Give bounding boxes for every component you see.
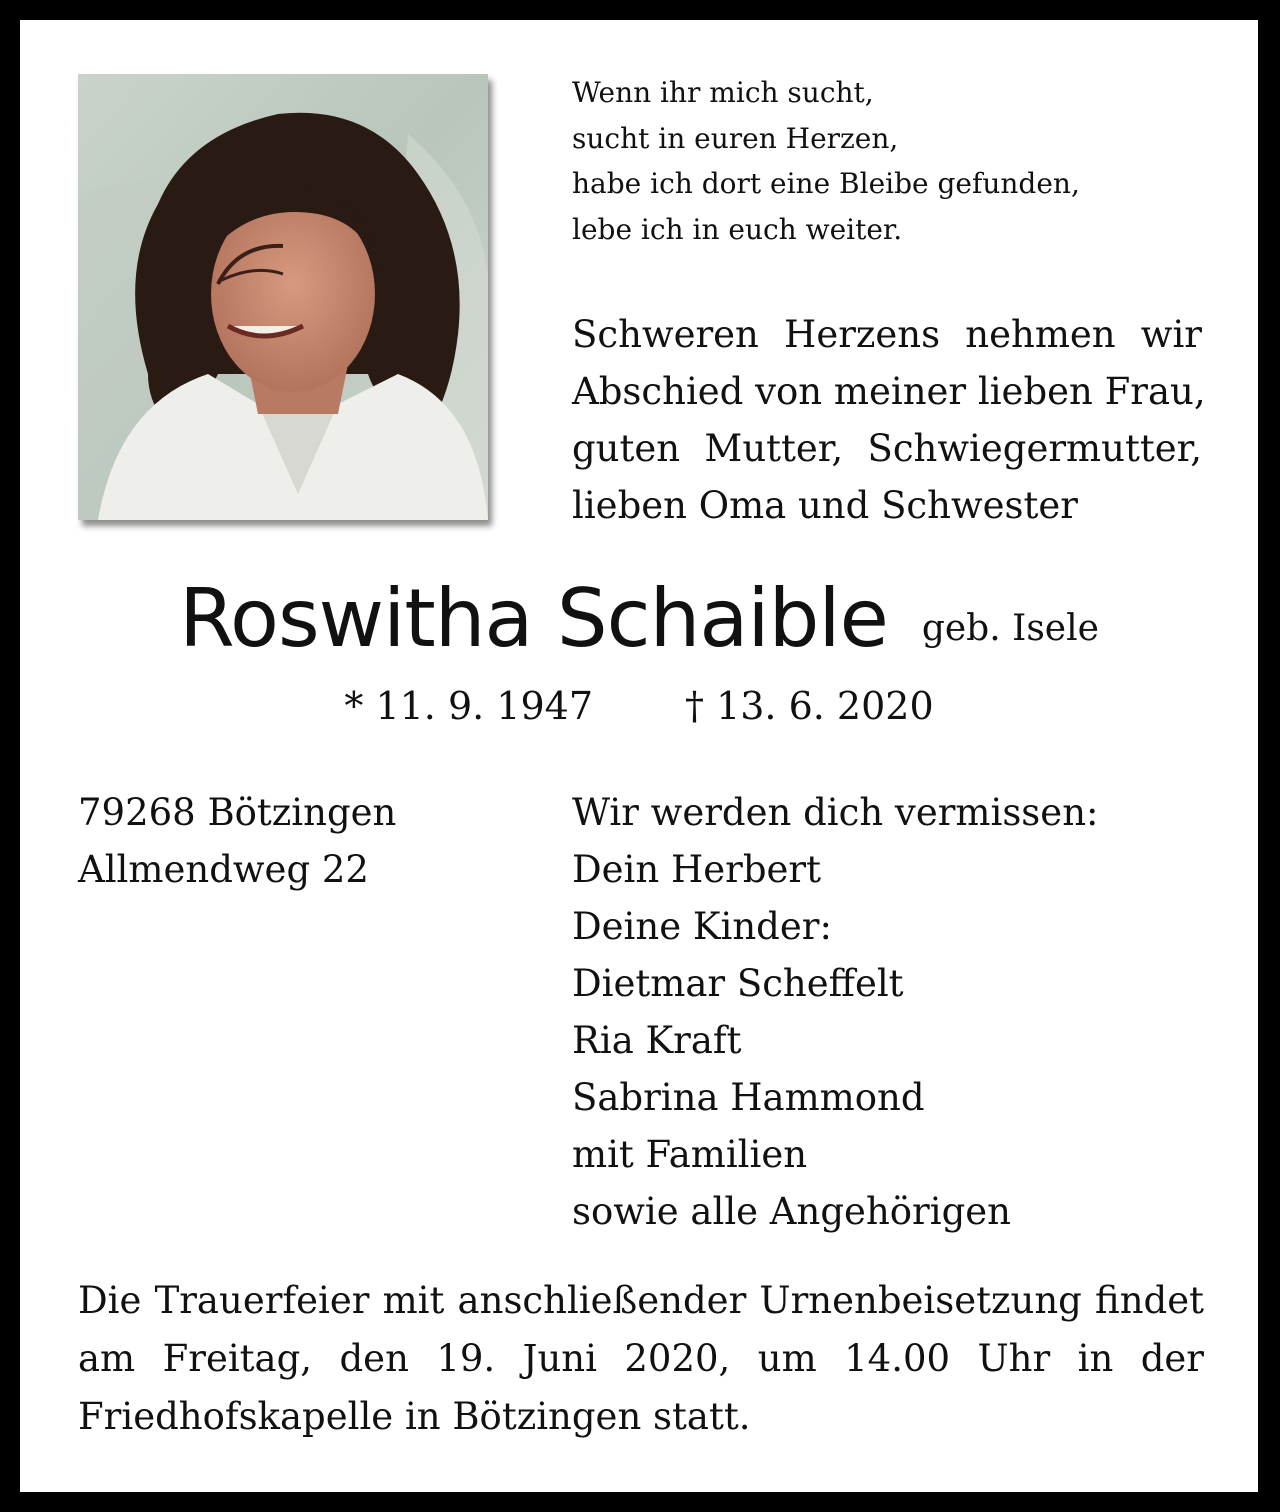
family-line: Ria Kraft: [572, 1019, 742, 1062]
service-line: Friedhofskapelle in Bötzingen statt.: [78, 1395, 751, 1438]
poem-line: Wenn ihr mich sucht,: [572, 76, 874, 109]
service-line: am Freitag, den 19. Juni 2020, um 14.00 Uhr in der: [78, 1337, 1204, 1380]
poem-line: sucht in euren Herzen,: [572, 121, 899, 155]
poem-line: lebe ich in euch weiter.: [572, 212, 903, 246]
intro-line: guten Mutter, Schwiegermutter,: [572, 427, 1202, 470]
family-line: Wir werden dich vermissen:: [572, 791, 1099, 834]
family-line: Dietmar Scheffelt: [572, 962, 904, 1005]
birth-date: * 11. 9. 1947: [344, 684, 593, 728]
funeral-service-info: [78, 1272, 1204, 1446]
family-line: Sabrina Hammond: [572, 1076, 925, 1119]
family-line: sowie alle Angehörigen: [572, 1190, 1011, 1233]
intro-line: lieben Oma und Schwester: [572, 484, 1078, 527]
family-line: Deine Kinder:: [572, 905, 832, 948]
deceased-name: Roswitha Schaible: [179, 572, 888, 665]
life-dates: [20, 684, 1258, 728]
address: [78, 784, 396, 898]
intro-line: Abschied von meiner lieben Frau,: [572, 370, 1206, 413]
portrait-photo: [78, 74, 488, 520]
intro-text: [572, 306, 1206, 534]
family-list: [572, 784, 1099, 1240]
address-line: Allmendweg 22: [78, 848, 369, 891]
intro-line: Schweren Herzens nehmen wir: [572, 313, 1202, 356]
poem-line: habe ich dort eine Bleibe gefunden,: [572, 167, 1080, 200]
maiden-name: geb. Isele: [921, 608, 1099, 649]
service-line: Die Trauerfeier mit anschließender Urnenbeisetzung findet: [78, 1279, 1204, 1322]
poem: [572, 70, 1212, 252]
death-date: † 13. 6. 2020: [685, 684, 934, 728]
deceased-name-row: [20, 572, 1258, 665]
obituary-notice: [20, 20, 1258, 1492]
family-line: Dein Herbert: [572, 848, 821, 891]
family-line: mit Familien: [572, 1133, 808, 1176]
address-line: 79268 Bötzingen: [78, 791, 397, 834]
portrait-image: [78, 74, 488, 520]
